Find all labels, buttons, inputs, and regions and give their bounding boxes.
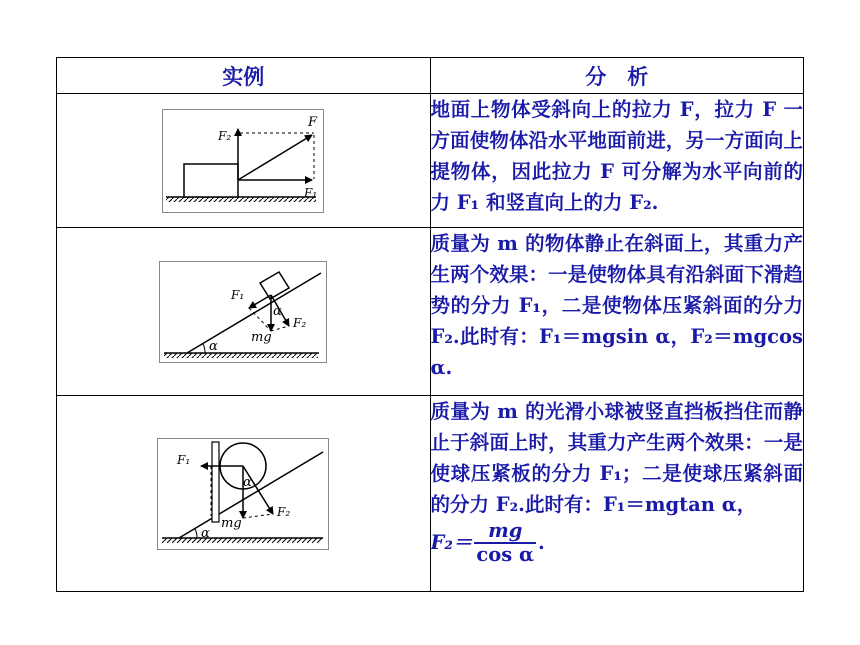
label-f: F bbox=[308, 114, 318, 130]
label-mg: mg bbox=[221, 515, 242, 531]
label-f1: F₁ bbox=[304, 185, 318, 200]
formula-numerator: mg bbox=[474, 520, 536, 544]
formula-fraction bbox=[474, 520, 536, 566]
figure-pulled-block bbox=[162, 109, 324, 213]
table-row bbox=[57, 94, 804, 228]
analysis-table bbox=[56, 57, 804, 592]
figure-cell bbox=[57, 94, 431, 228]
label-alpha: α bbox=[209, 338, 219, 354]
label-f2: F₂ bbox=[218, 128, 232, 143]
label-f2: F₂ bbox=[293, 315, 307, 330]
formula-denominator: cos α bbox=[476, 543, 535, 566]
figure-block-on-incline bbox=[159, 261, 327, 363]
formula-lhs: F₂＝ bbox=[430, 530, 473, 554]
figure-ball-on-incline bbox=[157, 438, 329, 550]
analysis-text-1: 地面上物体受斜向上的拉力 F，拉力 F 一方面使物体沿水平地面前进，另一方面向上提物体，因此拉力 F 可分解为水平向前的力 F₁ 和竖直向上的力 F₂. bbox=[430, 94, 804, 228]
figure-cell bbox=[57, 396, 431, 592]
label-f2: F₂ bbox=[277, 504, 291, 519]
figure-cell bbox=[57, 228, 431, 396]
table-row bbox=[57, 228, 804, 396]
label-alpha-top: α bbox=[243, 474, 253, 490]
label-f1: F₁ bbox=[177, 452, 191, 467]
label-mg: mg bbox=[251, 329, 272, 345]
label-alpha: α bbox=[201, 525, 211, 541]
formula-end: . bbox=[538, 530, 545, 554]
header-analysis: 分 析 bbox=[430, 58, 804, 94]
table-row bbox=[57, 396, 804, 592]
header-example: 实例 bbox=[57, 58, 431, 94]
label-f1: F₁ bbox=[231, 287, 245, 302]
analysis-text-2: 质量为 m 的物体静止在斜面上，其重力产生两个效果：一是使物体具有沿斜面下滑趋势的分力 F₁，二是使物体压紧斜面的分力 F₂.此时有：F₁＝mgsin α，F₂＝mgcos α. bbox=[430, 228, 804, 396]
analysis-text-3 bbox=[430, 396, 804, 592]
label-alpha-top: α bbox=[273, 303, 283, 319]
formula-f2 bbox=[430, 519, 545, 566]
analysis-text-3-body: 质量为 m 的光滑小球被竖直挡板挡住而静止于斜面上时，其重力产生两个效果：一是使球压紧板的分力 F₁；二是使球压紧斜面的分力 F₂.此时有：F₁＝mgtan α， bbox=[430, 400, 803, 516]
